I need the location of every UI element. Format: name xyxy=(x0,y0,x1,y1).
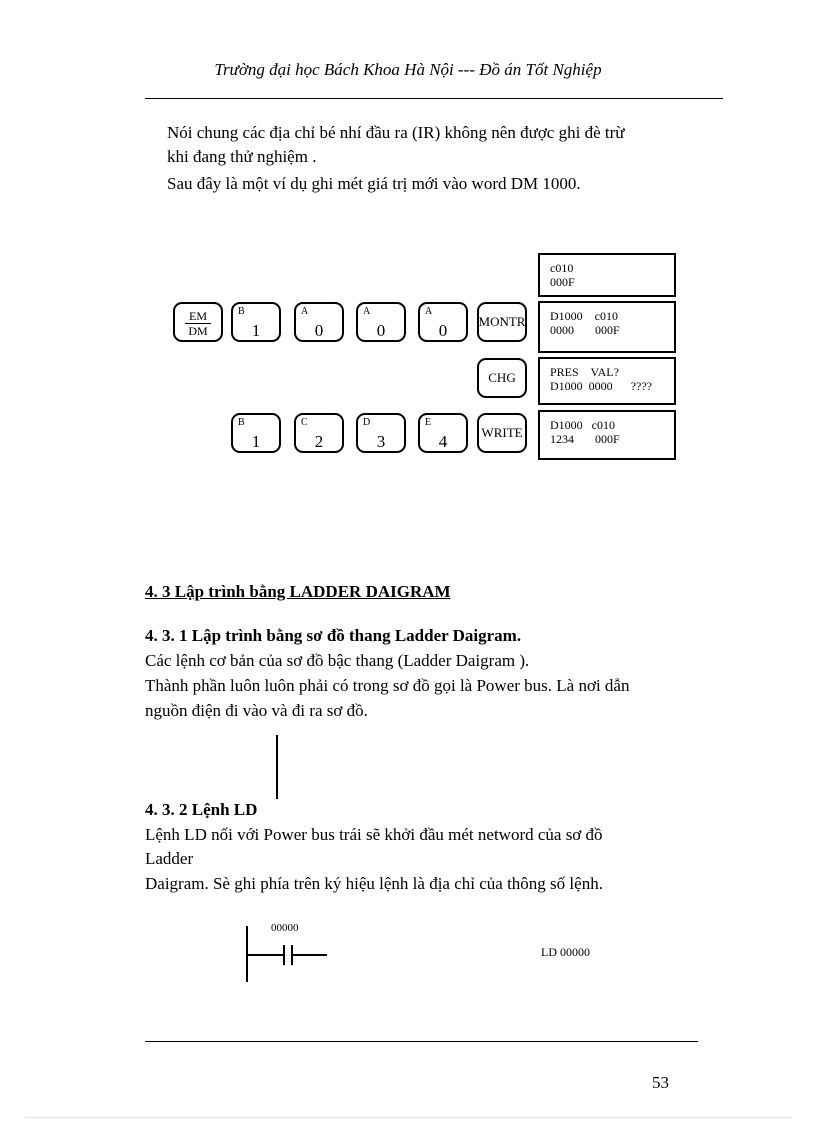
key-c2 xyxy=(294,413,344,453)
chg-key-label: CHG xyxy=(488,370,516,385)
key-small-label: D xyxy=(363,417,371,428)
display-line: D1000 0000 ???? xyxy=(550,379,652,393)
key-small-label: E xyxy=(425,417,432,428)
intro-line-2: khi đang thử nghiệm . xyxy=(167,147,317,166)
key-digit: 1 xyxy=(251,321,261,340)
write-key-label: WRITE xyxy=(481,425,523,440)
key-small-label: B xyxy=(238,306,245,317)
subsection-2-line-1: Lệnh LD nối với Power bus trái sẽ khởi đầu mét netword của sơ đồ xyxy=(145,825,603,844)
em-label: EM xyxy=(189,309,207,323)
subsection-1-line-2: Thành phần luôn luôn phải có trong sơ đồ gọi là Power bus. Là nơi dẫn xyxy=(145,676,630,695)
display-line: 1234 000F xyxy=(550,432,620,446)
chg-key xyxy=(477,358,527,398)
key-b1 xyxy=(231,302,281,342)
display-box-4 xyxy=(538,410,676,460)
page-header-title: Trường đại học Bách Khoa Hà Nội --- Đồ án Tốt Nghiệp xyxy=(214,60,602,79)
subsection-1-line-3: nguồn điện đi vào và đi ra sơ đồ. xyxy=(145,701,368,720)
footer-rule xyxy=(145,1041,698,1042)
subsection-2-title: 4. 3. 2 Lệnh LD xyxy=(145,800,258,819)
display-box-1 xyxy=(538,253,676,297)
page-edge-dotted xyxy=(25,1117,791,1118)
key-b1 xyxy=(231,413,281,453)
key-small-label: C xyxy=(301,417,308,428)
key-a0 xyxy=(418,302,468,342)
key-a0 xyxy=(294,302,344,342)
key-digit: 0 xyxy=(438,321,448,340)
subsection-1-title: 4. 3. 1 Lập trình bằng sơ đồ thang Ladder Daigram. xyxy=(145,626,522,645)
write-key xyxy=(477,413,527,453)
subsection-2-line-3: Daigram. Sè ghi phía trên ký hiệu lệnh là địa chỉ của thông số lệnh. xyxy=(145,874,603,893)
key-small-label: B xyxy=(238,417,245,428)
ld-instruction: LD 00000 xyxy=(541,945,590,959)
key-digit: 1 xyxy=(251,432,261,451)
dm-label: DM xyxy=(188,324,208,338)
display-line: D1000 c010 xyxy=(550,309,618,323)
key-small-label: A xyxy=(363,306,371,317)
key-e4 xyxy=(418,413,468,453)
contact-address: 00000 xyxy=(271,922,299,934)
intro-line-1: Nói chung các địa chỉ bé nhí đầu ra (IR) không nên được ghi đè trừ xyxy=(167,123,625,142)
display-line: 000F xyxy=(550,275,575,289)
display-line: 0000 000F xyxy=(550,323,620,337)
subsection-2-line-2: Ladder xyxy=(145,849,194,868)
monitor-key xyxy=(477,302,527,342)
key-small-label: A xyxy=(301,306,309,317)
display-box-3 xyxy=(538,357,676,405)
page-number: 53 xyxy=(652,1073,669,1092)
monitor-key-label: MONTR xyxy=(478,314,526,329)
display-line: PRES VAL? xyxy=(550,365,619,379)
display-box-2 xyxy=(538,301,676,353)
intro-line-3: Sau đây là một ví dụ ghi mét giá trị mới vào word DM 1000. xyxy=(167,174,581,193)
key-digit: 2 xyxy=(314,432,324,451)
key-small-label: A xyxy=(425,306,433,317)
section-title: 4. 3 Lập trình bằng LADDER DAIGRAM xyxy=(145,582,451,601)
key-a0 xyxy=(356,302,406,342)
header-rule xyxy=(145,98,723,99)
key-digit: 3 xyxy=(376,432,386,451)
key-digit: 0 xyxy=(376,321,386,340)
key-digit: 0 xyxy=(314,321,324,340)
power-bus-line xyxy=(276,735,278,799)
em-dm-key xyxy=(173,302,223,342)
key-d3 xyxy=(356,413,406,453)
subsection-1-line-1: Các lệnh cơ bản của sơ đồ bậc thang (Ladder Daigram ). xyxy=(145,651,530,670)
display-line: D1000 c010 xyxy=(550,418,615,432)
key-digit: 4 xyxy=(438,432,448,451)
display-line: c010 xyxy=(550,261,574,275)
